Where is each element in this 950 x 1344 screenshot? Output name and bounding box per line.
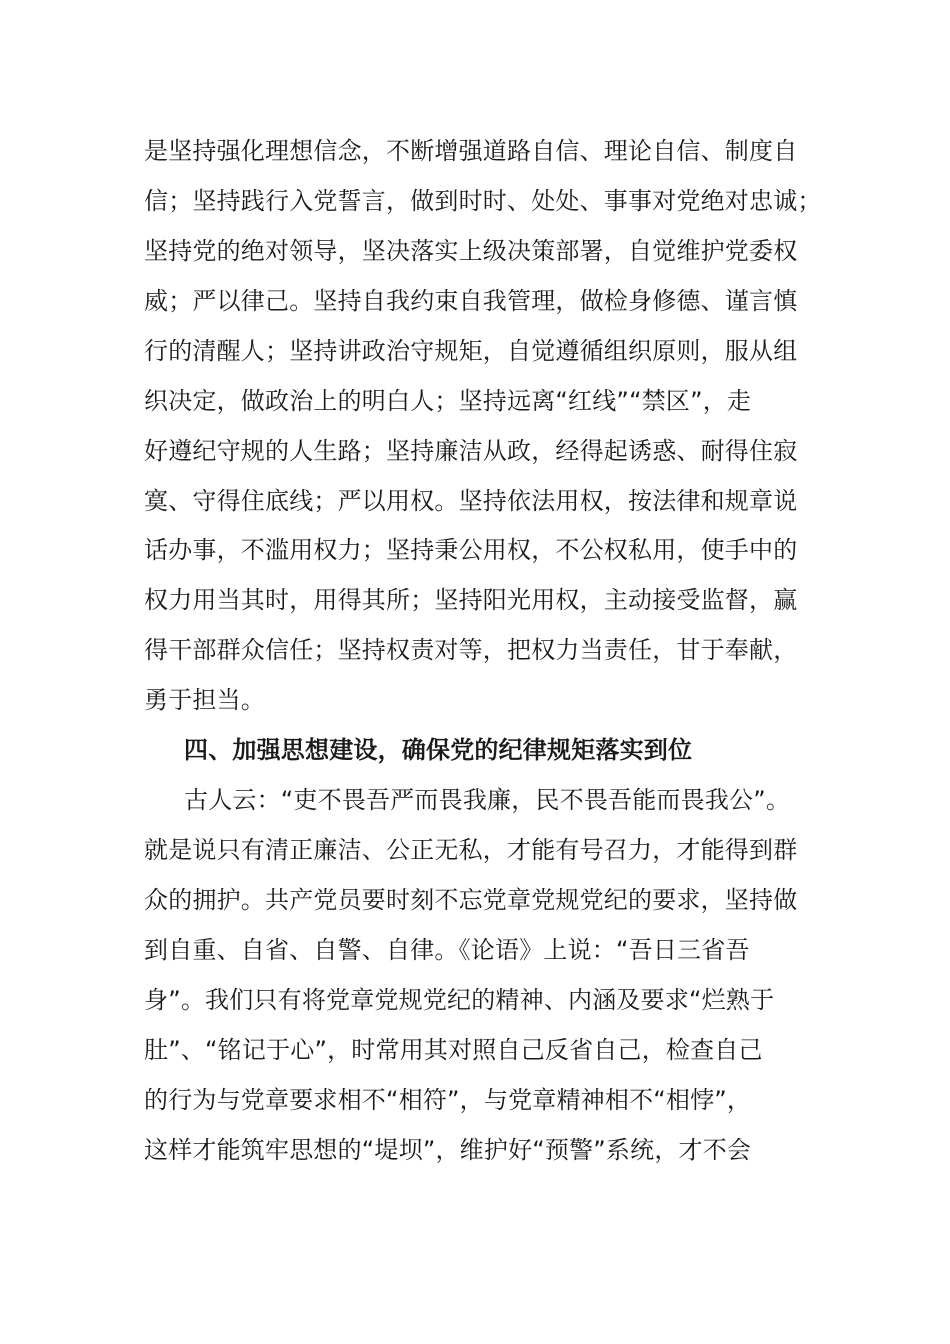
paragraph-line: 好遵纪守规的人生路；坚持廉洁从政，经得起诱惑、耐得住寂: [144, 437, 798, 465]
section-heading: 四、加强思想建设，确保党的纪律规矩落实到位: [184, 736, 693, 764]
paragraph-line: 就是说只有清正廉洁、公正无私，才能有号召力，才能得到群: [144, 836, 798, 864]
paragraph-line: 织决定，做政治上的明白人；坚持远离“红线”“禁区”，走: [144, 387, 752, 415]
paragraph-line: 坚持党的绝对领导，坚决落实上级决策部署，自觉维护党委权: [144, 237, 798, 265]
paragraph-line: 到自重、自省、自警、自律。《论语》上说：“吾日三省吾: [144, 936, 750, 964]
paragraph-line: 行的清醒人；坚持讲政治守规矩，自觉遵循组织原则，服从组: [144, 337, 798, 365]
paragraph-line: 勇于担当。: [144, 686, 265, 714]
paragraph-line: 权力用当其时，用得其所；坚持阳光用权，主动接受监督，赢: [144, 586, 798, 614]
paragraph-line: 寞、守得住底线；严以用权。坚持依法用权，按法律和规章说: [144, 487, 798, 515]
paragraph-line: 身”。我们只有将党章党规党纪的精神、内涵及要求“烂熟于: [144, 986, 775, 1014]
paragraph-line: 这样才能筑牢思想的“堤坝”，维护好“预警”系统，才不会: [144, 1136, 752, 1164]
paragraph-line: 威；严以律己。坚持自我约束自我管理，做检身修德、谨言慎: [144, 287, 798, 315]
paragraph-line: 的行为与党章要求相不“相符”，与党章精神相不“相悖”，: [144, 1086, 752, 1114]
paragraph-line: 肚”、“铭记于心”，时常用其对照自己反省自己，检查自己: [144, 1036, 763, 1064]
paragraph-line: 是坚持强化理想信念，不断增强道路自信、理论自信、制度自: [144, 137, 798, 165]
paragraph-line: 众的拥护。共产党员要时刻不忘党章党规党纪的要求，坚持做: [144, 886, 798, 914]
paragraph-line: 话办事，不滥用权力；坚持秉公用权，不公权私用，使手中的: [144, 536, 798, 564]
paragraph-line: 信；坚持践行入党誓言，做到时时、处处、事事对党绝对忠诚；: [144, 187, 822, 215]
paragraph-line: 古人云：“吏不畏吾严而畏我廉，民不畏吾能而畏我公”。: [184, 786, 791, 814]
paragraph-line: 得干部群众信任；坚持权责对等，把权力当责任，甘于奉献，: [144, 636, 798, 664]
